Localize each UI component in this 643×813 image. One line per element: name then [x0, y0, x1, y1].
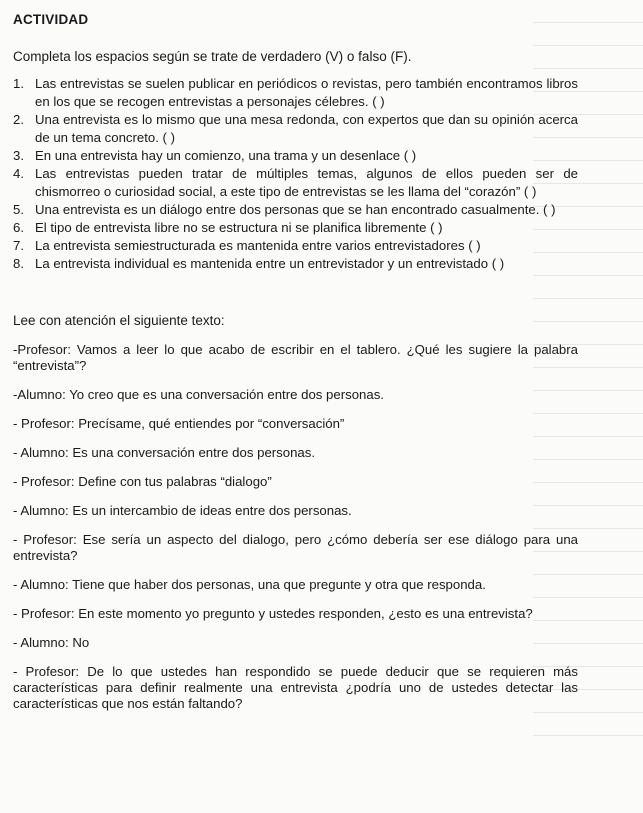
question-number: 1. [13, 76, 24, 91]
activity-instruction: Completa los espacios según se trate de verdadero (V) o falso (F). [13, 49, 412, 64]
question-item [13, 111, 578, 147]
question-text: En una entrevista hay un comienzo, una trama y un desenlace ( ) [35, 148, 417, 163]
question-number: 6. [13, 220, 24, 235]
dialog-line: - Profesor: Define con tus palabras “dialogo” [13, 474, 272, 489]
question-text: El tipo de entrevista libre no se estructura ni se planifica libremente ( ) [35, 220, 443, 235]
question-text: Una entrevista es lo mismo que una mesa redonda, con expertos que dan su opinión acerca de un tema concreto. ( ) [35, 112, 578, 145]
dialog-line: - Profesor: Ese sería un aspecto del dialogo, pero ¿cómo debería ser ese diálogo para una entrevista? [13, 532, 578, 563]
question-number: 2. [13, 112, 24, 127]
question-text: La entrevista individual es mantenida entre un entrevistador y un entrevistado ( ) [35, 256, 505, 271]
dialog-line: - Alumno: Es una conversación entre dos personas. [13, 445, 316, 460]
dialog-line: -Profesor: Vamos a leer lo que acabo de escribir en el tablero. ¿Qué les sugiere la palabra “entrevista”? [13, 342, 578, 373]
question-number: 4. [13, 166, 24, 181]
question-item [13, 201, 578, 219]
dialog-line: - Alumno: Tiene que haber dos personas, una que pregunte y otra que responda. [13, 577, 486, 592]
question-item [13, 75, 578, 111]
dialog-line: - Profesor: En este momento yo pregunto y ustedes responden, ¿esto es una entrevista? [13, 606, 533, 621]
reading-title: Lee con atención el siguiente texto: [13, 313, 225, 328]
activity-title: ACTIVIDAD [13, 12, 89, 27]
question-item [13, 255, 578, 273]
question-text: Las entrevistas se suelen publicar en periódicos o revistas, pero también encontramos libros en los que se recogen entrevistas a personajes célebres. ( ) [35, 76, 578, 109]
question-item [13, 165, 578, 201]
question-number: 3. [13, 148, 24, 163]
question-number: 7. [13, 238, 24, 253]
question-text: Una entrevista es un diálogo entre dos personas que se han encontrado casualmente. ( ) [35, 202, 556, 217]
question-number: 5. [13, 202, 24, 217]
question-text: La entrevista semiestructurada es mantenida entre varios entrevistadores ( ) [35, 238, 481, 253]
dialog-line: - Profesor: Precísame, qué entiendes por “conversación” [13, 416, 345, 431]
document-content [13, 12, 578, 725]
question-text: Las entrevistas pueden tratar de múltiples temas, algunos de ellos pueden ser de chismorreo o curiosidad social, a este tipo de entrevistas se les llama del “corazón” ( ) [35, 166, 578, 199]
question-item [13, 147, 578, 165]
dialog-line: - Alumno: No [13, 635, 90, 650]
question-item [13, 237, 578, 255]
question-item [13, 219, 578, 237]
dialog-text [13, 342, 578, 712]
question-number: 8. [13, 256, 24, 271]
dialog-line: - Profesor: De lo que ustedes han respondido se puede deducir que se requieren más características para definir realmente una entrevista ¿podría uno de ustedes detectar las características que nos están faltando? [13, 664, 578, 711]
true-false-list [13, 75, 578, 273]
reading-section [13, 313, 578, 712]
dialog-line: -Alumno: Yo creo que es una conversación entre dos personas. [13, 387, 384, 402]
dialog-line: - Alumno: Es un intercambio de ideas entre dos personas. [13, 503, 352, 518]
